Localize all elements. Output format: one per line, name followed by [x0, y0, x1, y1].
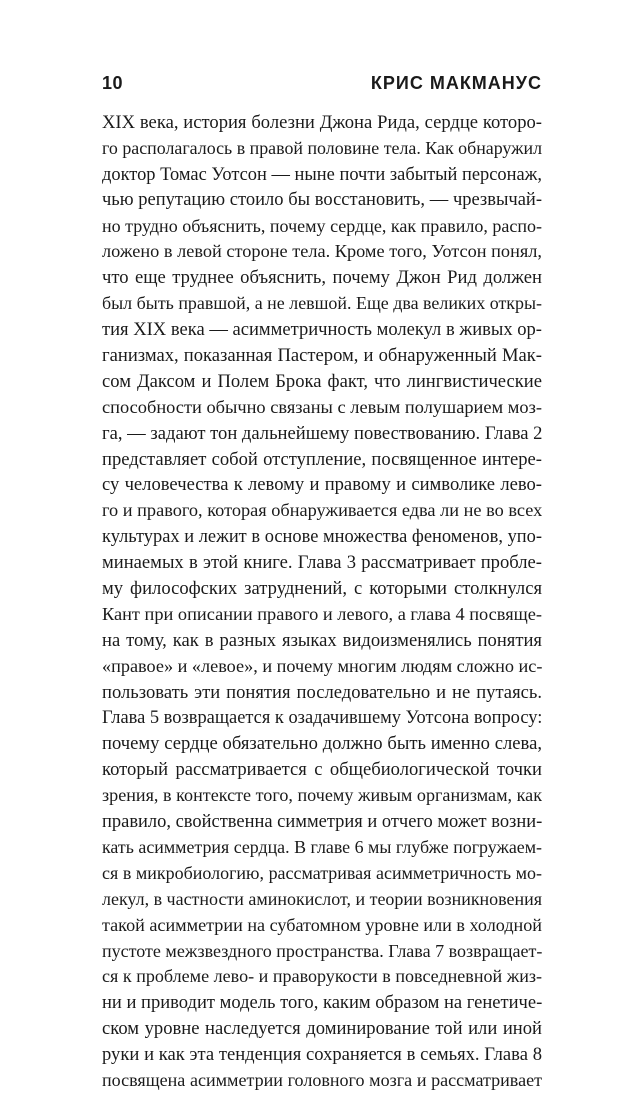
- text-line: го располагалось в правой половине тела. Как обнаружил: [102, 137, 542, 158]
- text-line: ся в микробиологию, рассматривая асимметричность мо-: [102, 862, 542, 883]
- text-line: су человечества к левому и правому и символике лево-: [102, 474, 542, 496]
- text-line: который рассматривается с общебиологической точки: [102, 759, 542, 781]
- text-line: го и правого, которая обнаруживается едва ли не во всех: [102, 500, 542, 521]
- text-line: ском уровне наследуется доминирование той или иной: [102, 1018, 542, 1040]
- text-line: такой асимметрии на субатомном уровне или в холодной: [102, 914, 542, 935]
- text-line: руки и как эта тенденция сохраняется в семьях. Глава 8: [102, 1044, 542, 1066]
- body-text: [102, 110, 542, 1094]
- text-line: представляет собой отступление, посвященное интере-: [102, 448, 542, 470]
- text-line: пустоте межзвездного пространства. Глава 7 возвращает-: [102, 940, 542, 961]
- text-line: правило, свойственна симметрия и отчего может возни-: [102, 811, 542, 832]
- text-line: доктор Томас Уотсон — ныне почти забытый персонаж,: [102, 163, 542, 184]
- text-line: но трудно объяснить, почему сердце, как правило, распо-: [102, 215, 542, 236]
- page-number: 10: [102, 73, 124, 93]
- text-line: лекул, в частности аминокислот, и теории возникновения: [102, 888, 542, 909]
- text-line: сом Даксом и Полем Брока факт, что лингвистические: [102, 370, 542, 392]
- text-line: тия XIX века — асимметричность молекул в живых ор-: [102, 319, 542, 341]
- text-line: ложено в левой стороне тела. Кроме того, Уотсон понял,: [102, 241, 542, 262]
- text-line: Глава 5 возвращается к озадачившему Уотсона вопросу:: [102, 707, 542, 728]
- text-line: ганизмах, показанная Пастером, и обнаруженный Мак-: [102, 345, 542, 367]
- text-line: посвящена асимметрии головного мозга и рассматривает: [102, 1069, 542, 1090]
- text-line: способности обычно связаны с левым полушарием моз-: [102, 396, 542, 417]
- text-line: чью репутацию стоило бы восстановить, — чрезвычай-: [102, 189, 542, 210]
- text-line: пользовать эти понятия последовательно и не путаясь.: [102, 681, 542, 703]
- text-line: зрения, в контексте того, почему живым организмам, как: [102, 785, 542, 806]
- text-line: был быть правшой, а не левшой. Еще два великих откры-: [102, 293, 542, 314]
- running-title: КРИС МАКМАНУС: [370, 73, 542, 93]
- text-line: культурах и лежит в основе множества феноменов, упо-: [102, 526, 542, 547]
- text-line: кать асимметрия сердца. В главе 6 мы глубже погружаем-: [102, 836, 542, 857]
- text-line: Кант при описании правого и левого, а глава 4 посвяще-: [102, 603, 542, 624]
- text-line: ся к проблеме лево- и праворукости в повседневной жиз-: [102, 966, 542, 987]
- text-line: на тому, как в разных языках видоизменялись понятия: [102, 629, 542, 651]
- text-line: минаемых в этой книге. Глава 3 рассматривает пробле-: [102, 552, 542, 574]
- running-head: [102, 72, 542, 94]
- text-line: ни и приводит модель того, каким образом на генетиче-: [102, 992, 542, 1014]
- text-line: га, — задают тон дальнейшему повествованию. Глава 2: [102, 422, 542, 444]
- text-line: что еще труднее объяснить, почему Джон Рид должен: [102, 267, 542, 289]
- text-line: «правое» и «левое», и почему многим людям сложно ис-: [102, 655, 542, 676]
- text-line: почему сердце обязательно должно быть именно слева,: [102, 733, 542, 755]
- text-line: му философских затруднений, с которыми столкнулся: [102, 578, 542, 600]
- text-line: XIX века, история болезни Джона Рида, сердце которо-: [102, 112, 542, 133]
